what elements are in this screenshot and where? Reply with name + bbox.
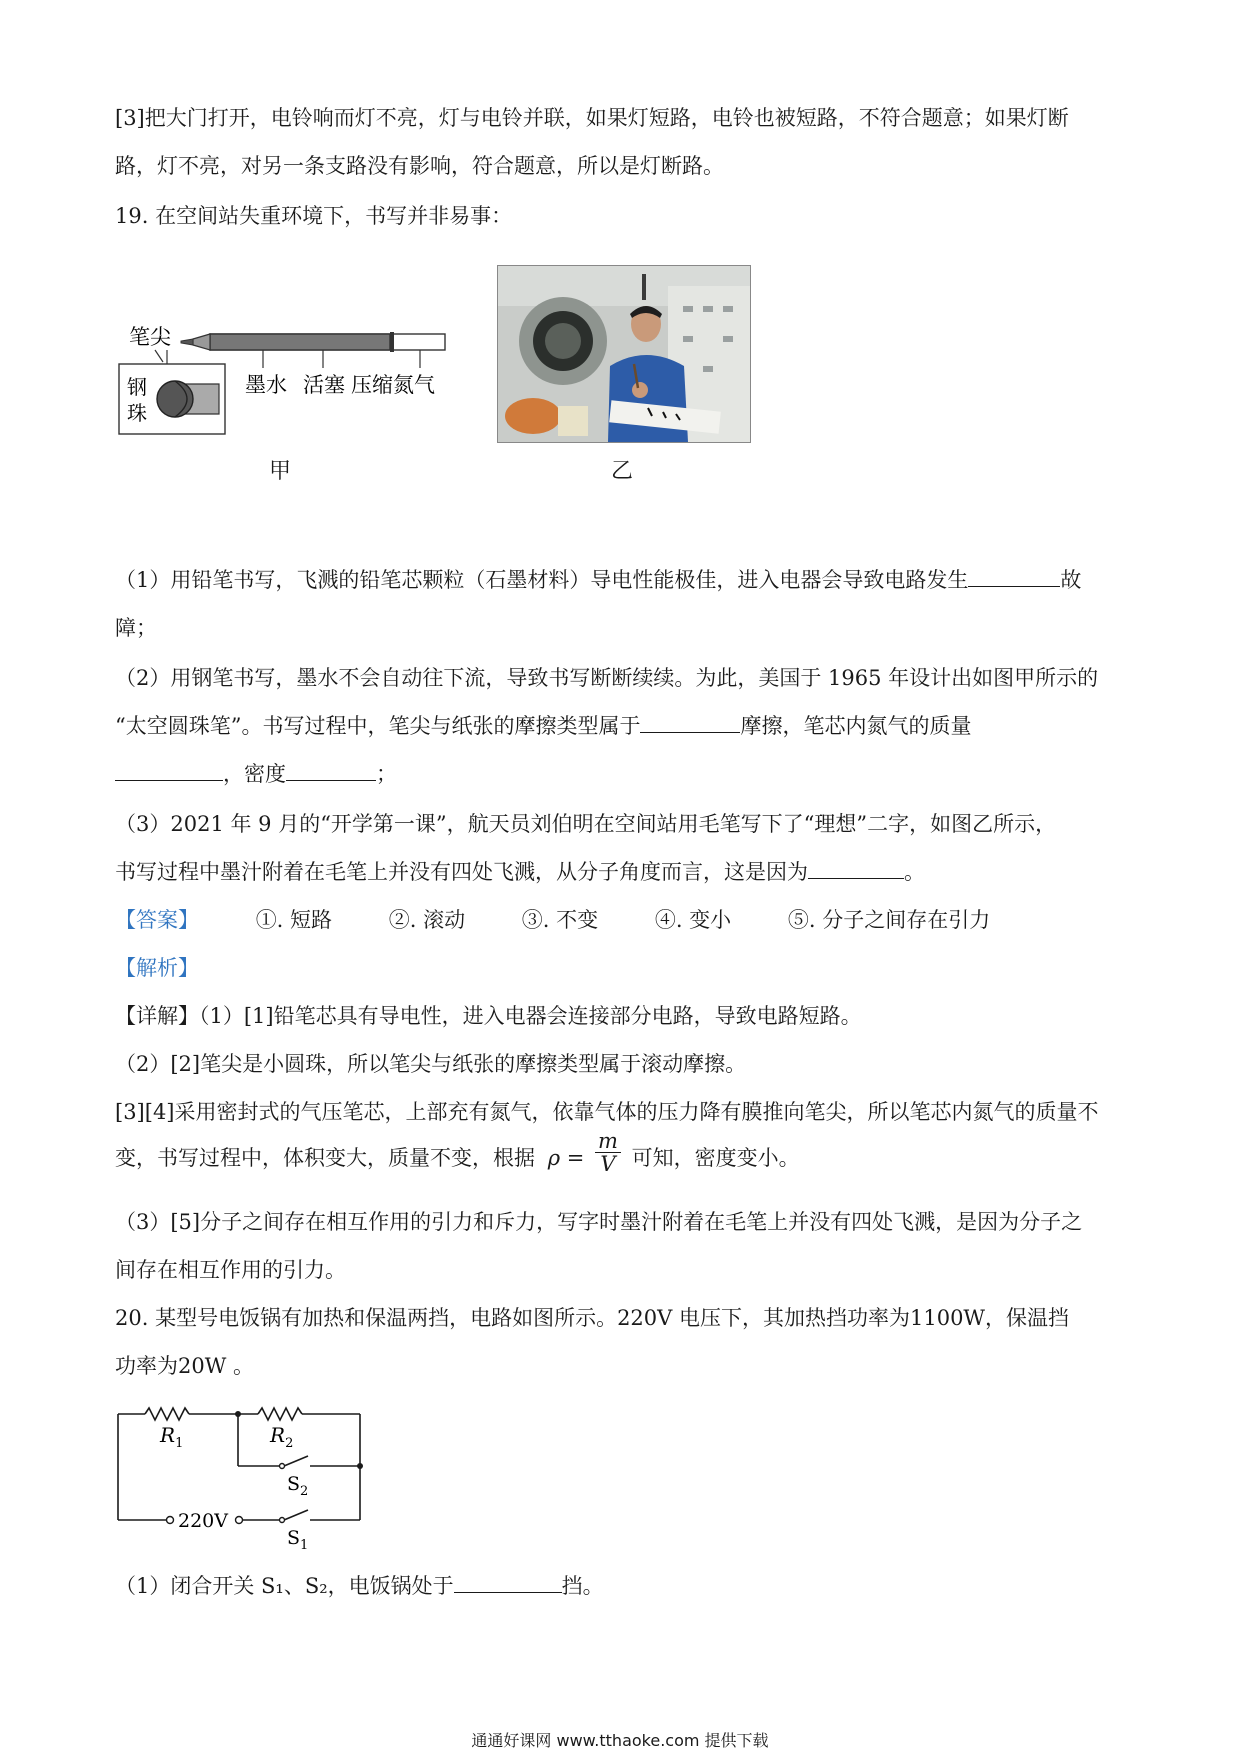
label-voltage: 220V	[178, 1510, 228, 1532]
answer-item-3: ③. 不变	[521, 908, 599, 932]
formula-fraction	[595, 1130, 621, 1175]
answer-item-5: ⑤. 分子之间存在引力	[787, 908, 991, 932]
label-gas: 压缩氮气	[351, 373, 435, 397]
figure-yi-caption: 乙	[611, 459, 634, 484]
answer-blank-2[interactable]	[640, 712, 740, 733]
figure-jia-caption: 甲	[269, 459, 292, 484]
formula-rho: ρ =	[547, 1146, 585, 1170]
label-r1: $R_1$	[160, 1423, 184, 1451]
label-ball-2: 珠	[127, 401, 147, 425]
q19-detail-5: （3）[5]分子之间存在相互作用的引力和斥力，写字时墨汁附着在毛笔上并没有四处飞溅，是因为分子之	[115, 1210, 1083, 1234]
formula-denominator: V	[600, 1152, 616, 1176]
label-s1: $S_1$	[287, 1527, 309, 1550]
label-tip: 笔尖	[129, 325, 171, 349]
q19-part1-line2: 障；	[115, 616, 157, 640]
q20-stem-line2: 功率为20W 。	[115, 1354, 254, 1378]
answer-blank-1[interactable]	[968, 566, 1060, 587]
q19-detail-3: [3][4]采用密封式的气压笔芯，上部充有氮气，依靠气体的压力降有膜推向笔尖，所以笔芯内氮气的质量不	[115, 1100, 1099, 1124]
q19-detail-1: 【详解】（1）[1]铅笔芯具有导电性，进入电器会连接部分电路，导致电路短路。	[115, 1004, 862, 1028]
q19-detail-2: （2）[2]笔尖是小圆珠，所以笔尖与纸张的摩擦类型属于滚动摩擦。	[115, 1052, 747, 1076]
label-s2: $S_2$	[287, 1473, 309, 1499]
prev-text-line-2: 路，灯不亮，对另一条支路没有影响，符合题意，所以是灯断路。	[115, 154, 724, 178]
q19-part2-line2: “太空圆珠笔”。书写过程中，笔尖与纸张的摩擦类型属于 摩擦，笔芯内氮气的质量	[115, 714, 972, 738]
astronaut-photo-illustration	[498, 266, 750, 442]
label-ink: 墨水	[245, 373, 287, 397]
answer-label: 【答案】	[115, 908, 199, 932]
label-ball-1: 钢	[127, 375, 147, 399]
answer-item-1: ①. 短路	[255, 908, 333, 932]
q20-part1: （1）闭合开关 S₁、S₂，电饭锅处于 挡。	[115, 1574, 604, 1598]
answer-blank-6[interactable]	[454, 1572, 562, 1593]
q20-stem-line1: 20. 某型号电饭锅有加热和保温两挡，电路如图所示。220V 电压下，其加热挡功率为1100W，保温挡	[115, 1306, 1070, 1330]
answer-blank-4[interactable]	[286, 760, 376, 781]
page-footer: 通通好课网 www.tthaoke.com 提供下载	[471, 1731, 769, 1750]
astronaut-photo	[497, 265, 751, 443]
formula-numerator: m	[595, 1130, 621, 1153]
q19-part3-line1: （3）2021 年 9 月的“开学第一课”，航天员刘伯明在空间站用毛笔写下了“理想”二字，如图乙所示，	[115, 812, 1057, 836]
q19-answer-row	[115, 906, 990, 934]
q19-stem: 19. 在空间站失重环境下，书写并非易事：	[115, 204, 513, 228]
q19-part3-line2: 书写过程中墨汁附着在毛笔上并没有四处飞溅，从分子角度而言，这是因为 。	[115, 860, 925, 884]
answer-item-2: ②. 滚动	[388, 908, 466, 932]
answer-blank-5[interactable]	[808, 858, 904, 879]
answer-item-4: ④. 变小	[654, 908, 732, 932]
rice-cooker-circuit	[110, 1390, 370, 1550]
q19-part2-line3: ，密度 ；	[115, 760, 397, 788]
q19-detail-6: 间存在相互作用的引力。	[115, 1258, 346, 1282]
q19-part1-line1: （1）用铅笔书写，飞溅的铅笔芯颗粒（石墨材料）导电性能极佳，进入电器会导致电路发生 故	[115, 568, 1082, 592]
prev-text-line-1: [3]把大门打开，电铃响而灯不亮，灯与电铃并联，如果灯短路，电铃也被短路，不符合题意；如果灯断	[115, 106, 1069, 130]
label-r2: $R_2$	[270, 1423, 294, 1451]
answer-blank-3[interactable]	[115, 760, 223, 781]
q19-part2-line1: （2）用钢笔书写，墨水不会自动往下流，导致书写断断续续。为此，美国于 1965 年设计出如图甲所示的	[115, 666, 1099, 690]
label-piston: 活塞	[303, 373, 345, 397]
space-pen-diagram	[115, 320, 455, 440]
analysis-label: 【解析】	[115, 956, 199, 980]
q19-detail-4: 变，书写过程中，体积变大，质量不变，根据 ρ = $\frac{m}{V}$ 可知，密度变小。	[115, 1129, 800, 1176]
